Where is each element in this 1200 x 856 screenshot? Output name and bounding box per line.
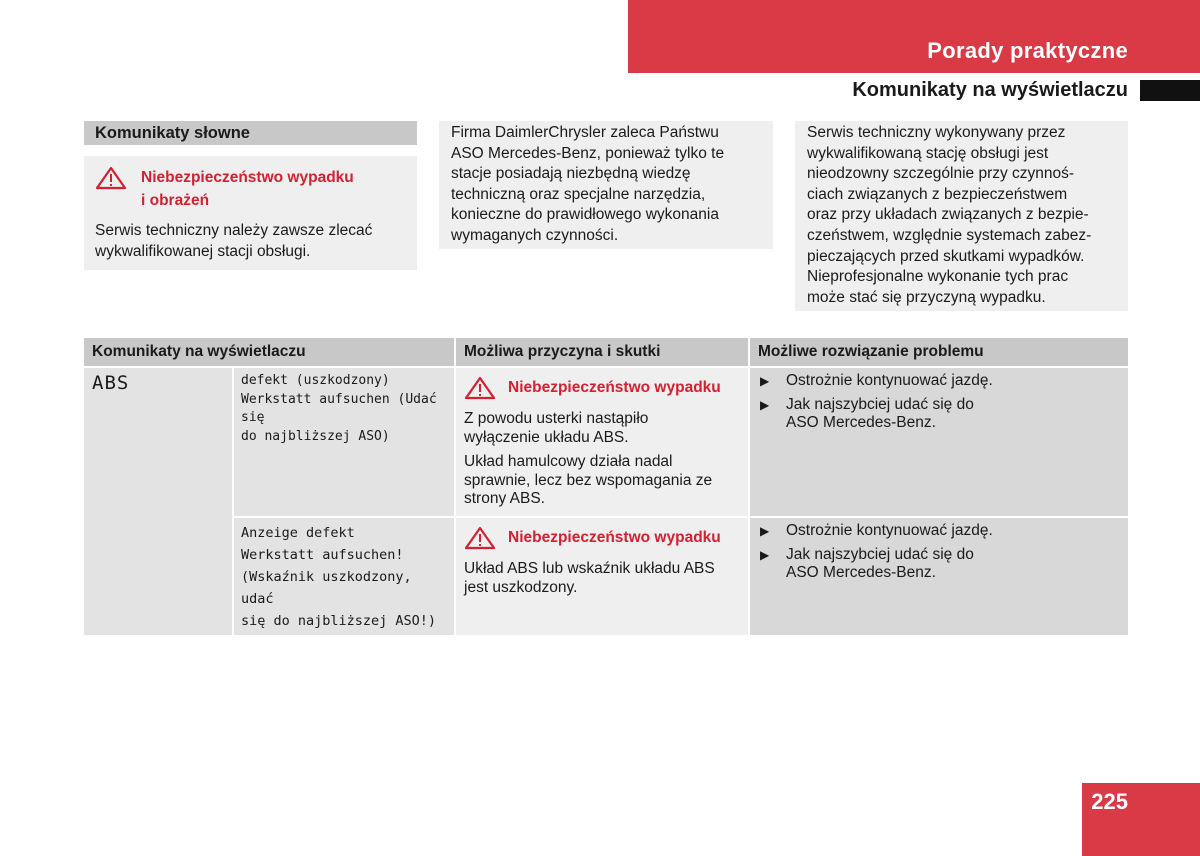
table-row-1-solution: [750, 368, 1128, 516]
table-header-messages: Komunikaty na wyświetlaczu: [84, 338, 454, 366]
text-line: Jak najszybciej udać się do: [786, 545, 974, 563]
display-line: do najbliższej ASO): [241, 428, 390, 444]
text-line: Serwis techniczny wykonywany przez: [807, 124, 1066, 141]
solution-item: [760, 546, 1118, 583]
text-line: strony ABS.: [464, 490, 545, 507]
text-line: wyłączenie układu ABS.: [464, 428, 629, 446]
text-line: wykwalifikowanej stacji obsługi.: [95, 243, 311, 260]
intro-column-2: [439, 121, 773, 249]
solution-item: [760, 396, 1118, 433]
intro-warning-title: [141, 166, 354, 212]
text-line: czeństwem, względnie systemach zabez-: [807, 226, 1092, 244]
text-line: ciach związanych z bezpieczeństwem: [807, 185, 1068, 203]
text-line: nieodzowny szczególnie przy czynnoś-: [807, 165, 1075, 183]
intro-heading: Komunikaty słowne: [84, 121, 417, 145]
warning-triangle-icon: [95, 166, 127, 190]
table-row-1-display: [234, 368, 454, 516]
text-line: ASO Mercedes-Benz.: [786, 564, 936, 581]
text-line: techniczną oraz specjalne narzędzia,: [451, 185, 706, 203]
row-warning-title: Niebezpieczeństwo wypadku: [508, 379, 721, 396]
warning-title-line: Niebezpieczeństwo wypadku: [141, 169, 354, 186]
intro-warning-body: [95, 220, 406, 262]
text-line: Serwis techniczny należy zawsze zlecać: [95, 222, 373, 239]
warning-triangle-icon: [464, 376, 496, 400]
text-line: może stać się przyczyną wypadku.: [807, 288, 1046, 306]
text-line: Ostrożnie kontynuować jazdę.: [786, 372, 993, 389]
text-line: wykwalifikowaną stację obsługi jest: [807, 144, 1049, 162]
intro-warning-box: [84, 156, 417, 270]
text-line: Układ ABS lub wskaźnik układu ABS: [464, 560, 715, 577]
text-line: pieczających przed skutkami wypadków.: [807, 247, 1085, 265]
page-number: 225: [1091, 789, 1128, 814]
text-line: Nieprofesjonalne wykonanie tych prac: [807, 268, 1069, 286]
table-row-2-solution: [750, 518, 1128, 635]
solution-item: [760, 372, 1118, 391]
arrow-right-icon: ▶: [760, 547, 770, 562]
table-row-2-display: [234, 518, 454, 635]
message-code: ABS: [84, 368, 232, 635]
display-line: Werkstatt aufsuchen (Udać się: [241, 391, 437, 425]
text-line: Ostrożnie kontynuować jazdę.: [786, 522, 993, 539]
text-line: jest uszkodzony.: [464, 578, 578, 596]
arrow-right-icon: ▶: [760, 524, 770, 538]
cause-paragraph: [464, 560, 740, 597]
display-line: się do najbliższej ASO!): [241, 613, 437, 629]
warning-triangle-icon: [464, 526, 496, 550]
cause-paragraph: [464, 453, 740, 509]
text-line: ASO Mercedes-Benz.: [786, 414, 936, 431]
text-line: Firma DaimlerChrysler zaleca Państwu: [451, 124, 719, 141]
table-header-solution: Możliwe rozwiązanie problemu: [750, 338, 1128, 366]
text-line: sprawnie, lecz bez wspomagania ze: [464, 471, 713, 489]
arrow-right-icon: ▶: [760, 397, 770, 412]
text-line: stacje posiadają niezbędną wiedzę: [451, 165, 691, 183]
text-line: oraz przy układach związanych z bezpie-: [807, 206, 1089, 224]
cause-paragraph: [464, 410, 740, 447]
table-row-2-cause: [456, 518, 748, 635]
text-line: ASO Mercedes-Benz, ponieważ tylko te: [451, 144, 725, 162]
page-number-tab: [1082, 783, 1200, 856]
section-title: Porady praktyczne: [927, 38, 1128, 63]
text-line: Jak najszybciej udać się do: [786, 395, 974, 413]
warning-title-line: i obrażeń: [141, 192, 210, 209]
subsection-title: Komunikaty na wyświetlaczu: [852, 79, 1128, 101]
table-row-1-cause: [456, 368, 748, 516]
row-warning-title: Niebezpieczeństwo wypadku: [508, 529, 721, 546]
display-line: Anzeige defekt: [241, 525, 355, 541]
intro-column-3: [795, 121, 1128, 311]
text-line: konieczne do prawidłowego wykonania: [451, 206, 719, 224]
display-line: defekt (uszkodzony): [241, 373, 390, 388]
subsection-marker: [1140, 80, 1200, 101]
arrow-right-icon: ▶: [760, 374, 770, 388]
text-line: Z powodu usterki nastąpiło: [464, 410, 649, 427]
solution-item: [760, 522, 1118, 541]
display-line: Werkstatt aufsuchen!: [241, 547, 404, 563]
text-line: wymaganych czynności.: [451, 226, 619, 244]
text-line: Układ hamulcowy działa nadal: [464, 453, 673, 470]
display-line: (Wskaźnik uszkodzony, udać: [241, 569, 412, 607]
table-header-cause: Możliwa przyczyna i skutki: [456, 338, 748, 366]
